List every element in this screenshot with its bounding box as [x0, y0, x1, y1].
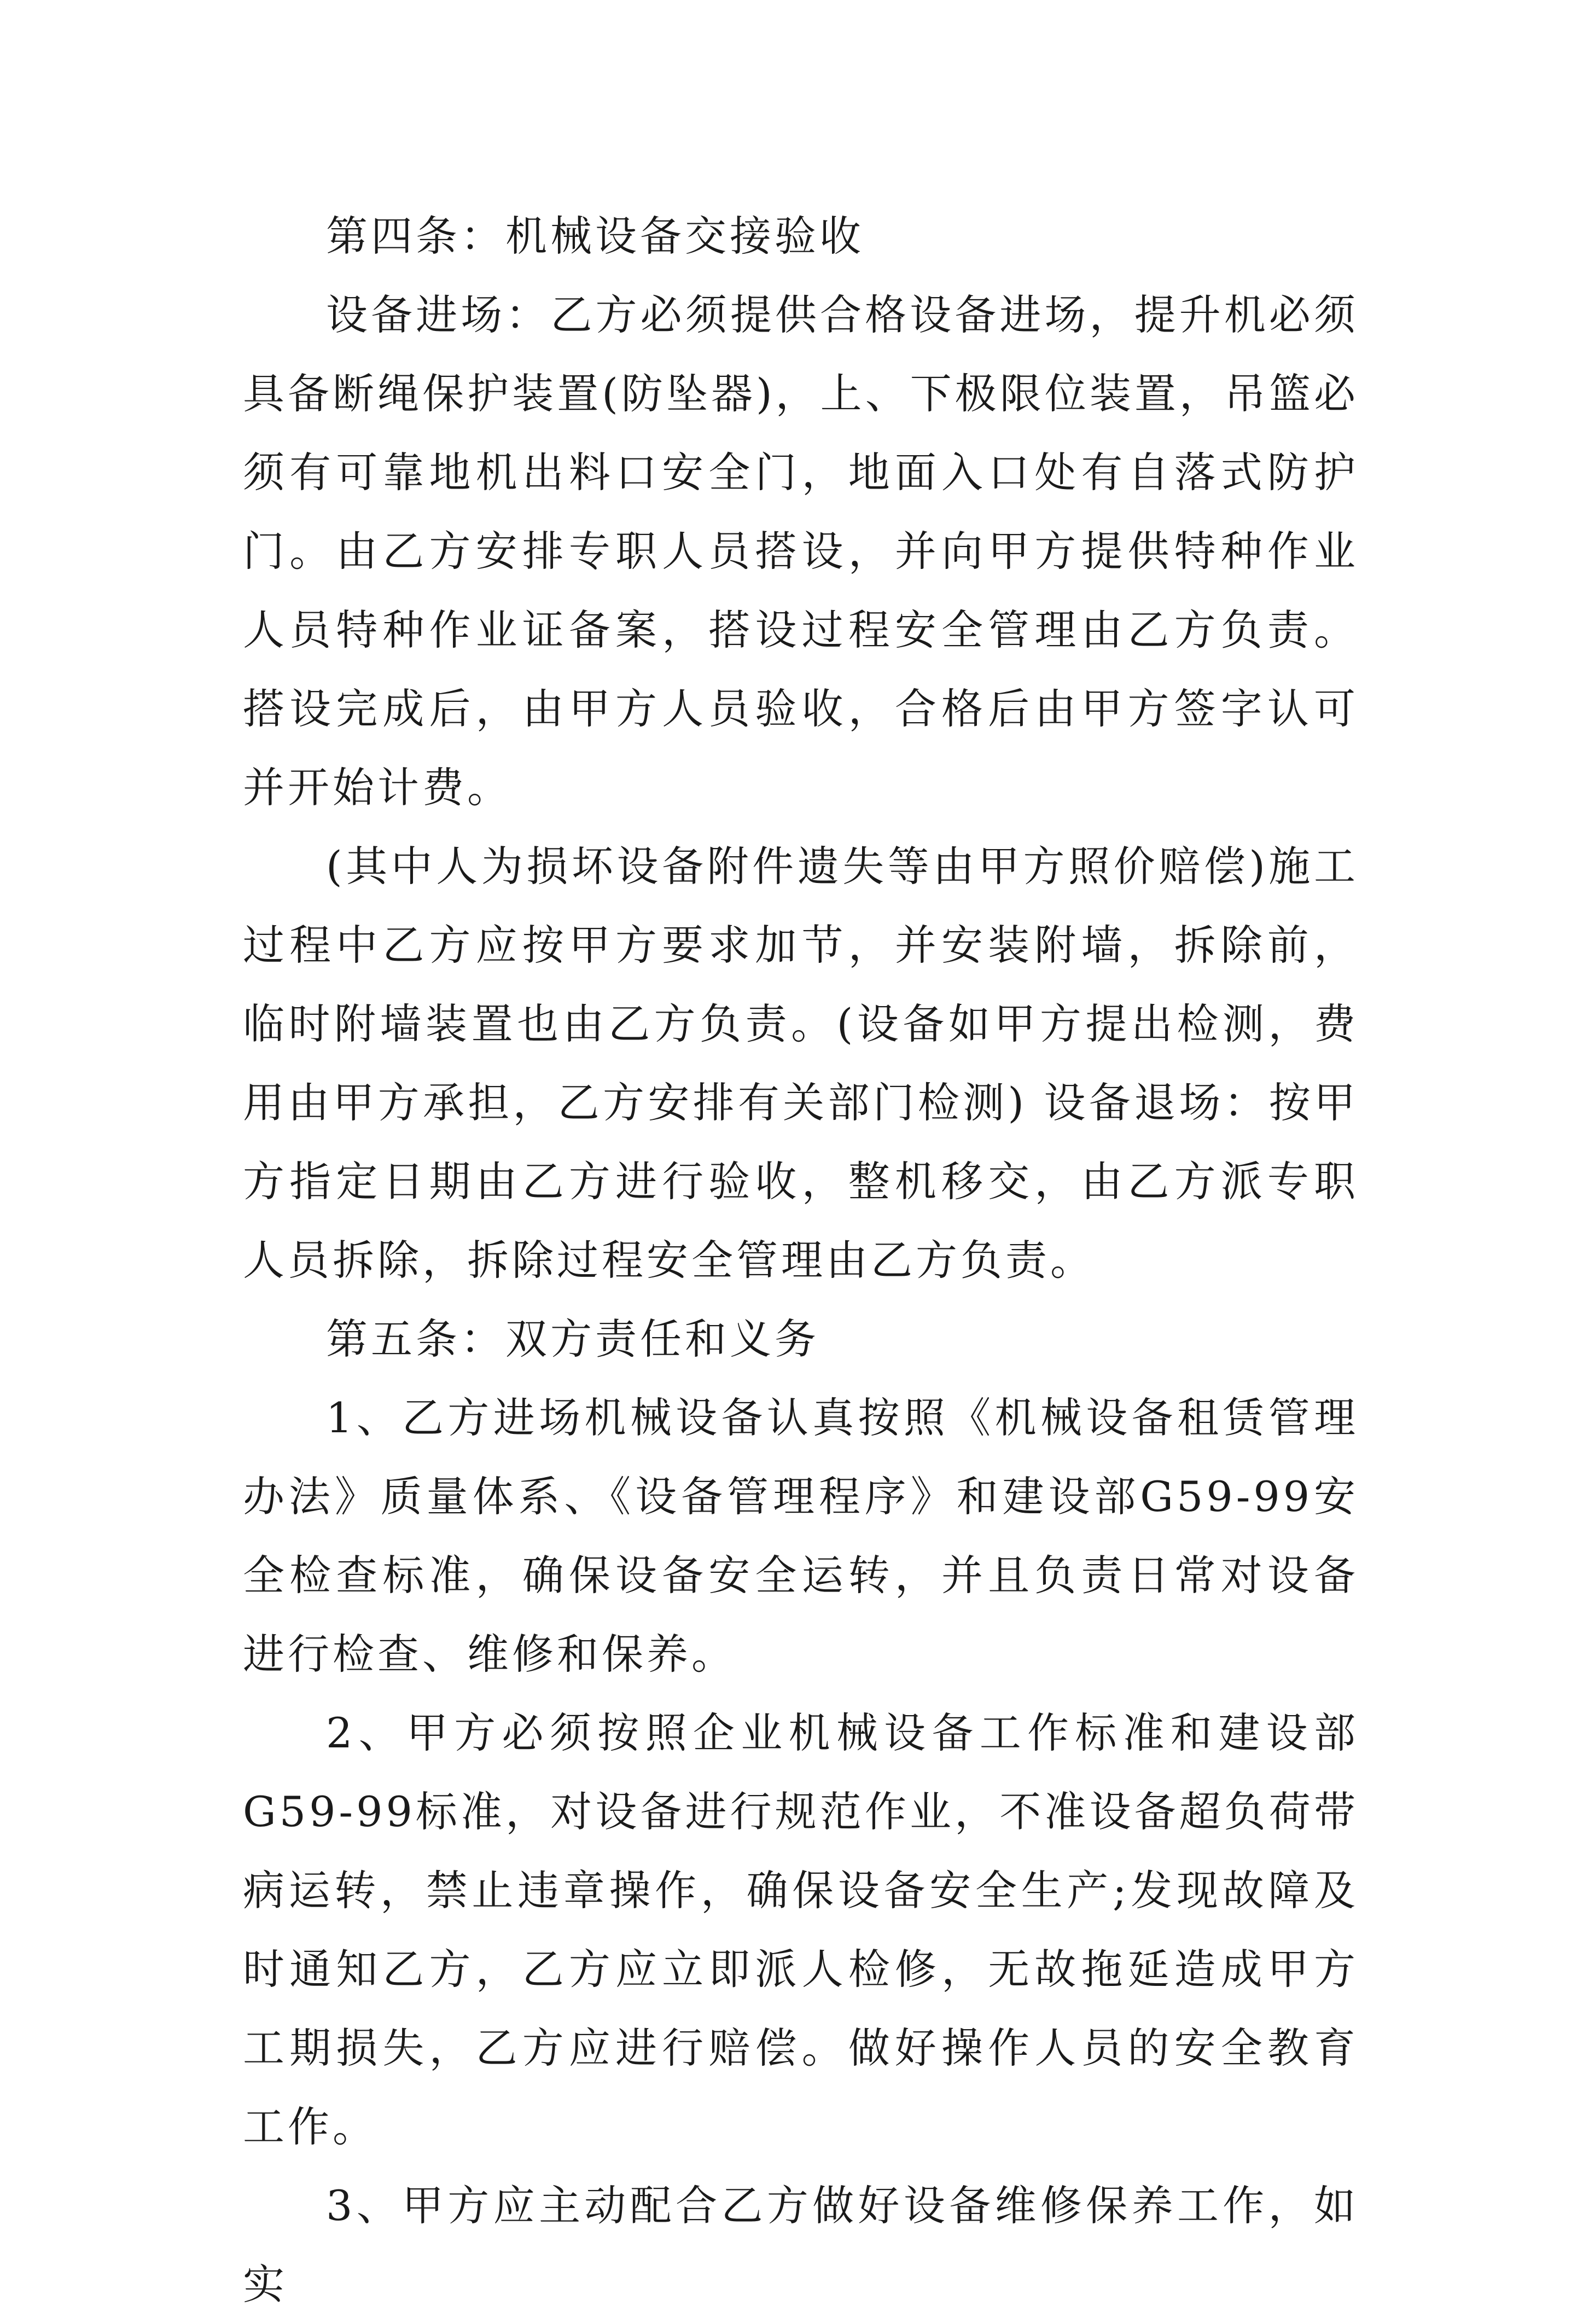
equipment-entry-paragraph: 设备进场：乙方必须提供合格设备进场，提升机必须具备断绳保护装置(防坠器)，上、下极限位装置，吊篮必须有可靠地机出料口安全门，地面入口处有自落式防护门。由乙方安排专职人员搭设，并向甲方提供特种作业人员特种作业证备案，搭设过程安全管理由乙方负责。搭设完成后，由甲方人员验收，合格后由甲方签字认可并开始计费。 [243, 290, 1359, 812]
article-4-heading: 第四条：机械设备交接验收 [326, 212, 864, 260]
article-5-heading: 第五条：双方责任和义务 [326, 1315, 819, 1363]
clause-3-paragraph: 3、甲方应主动配合乙方做好设备维修保养工作，如实 [243, 2181, 1359, 2309]
clause-2-paragraph: 2、甲方必须按照企业机械设备工作标准和建设部G59-99标准，对设备进行规范作业，不准设备超负荷带病运转，禁止违章操作，确保设备安全生产;发现故障及时通知乙方，乙方应立即派人检修，无故拖延造成甲方工期损失，乙方应进行赔偿。做好操作人员的安全教育工作。 [243, 1709, 1359, 2151]
damage-and-exit-paragraph: (其中人为损坏设备附件遗失等由甲方照价赔偿)施工过程中乙方应按甲方要求加节，并安装附墙，拆除前，临时附墙装置也由乙方负责。(设备如甲方提出检测，费用由甲方承担，乙方安排有关部门检测) 设备退场：按甲方指定日期由乙方进行验收，整机移交，由乙方派专职人员拆除，拆除过程安全管理由乙方负责。 [243, 842, 1359, 1285]
document-body [243, 197, 1359, 2324]
clause-1-paragraph: 1、乙方进场机械设备认真按照《机械设备租赁管理办法》质量体系、《设备管理程序》和建设部G59-99安全检查标准，确保设备安全运转，并且负责日常对设备进行检查、维修和保养。 [243, 1393, 1359, 1678]
